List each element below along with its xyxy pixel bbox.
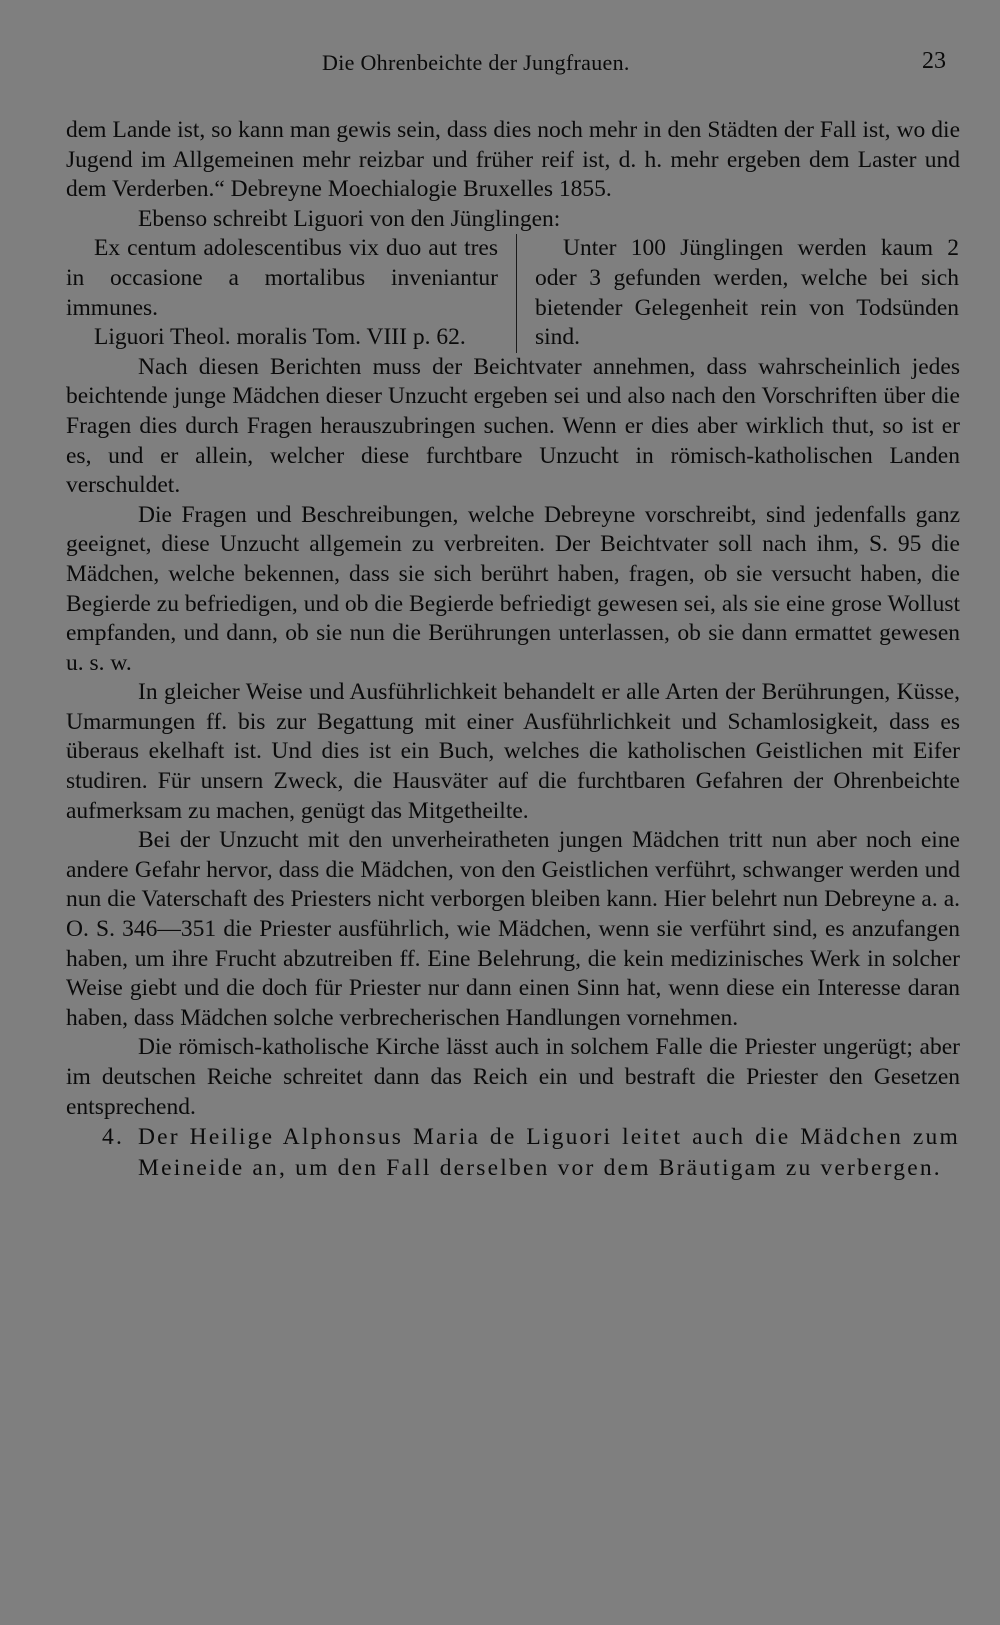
paragraph-kirche: Die römisch-katholische Kirche lässt auch in solchem Falle die Priester ungerügt; aber im deutschen Reiche schreitet dann das Reich ein und bestraft die Priester den Gesetzen entsprechend. [66, 1034, 960, 1120]
item-text: Der Heilige Alphonsus Maria de Liguori leitet auch die Mädchen zum Meineide an, um den Fall derselben vor dem Bräutigam zu verbergen. [138, 1124, 960, 1182]
parallel-quote [66, 234, 960, 352]
latin-reference: Liguori Theol. moralis Tom. VIII p. 62. [94, 324, 466, 351]
latin-quote: Ex centum adolescentibus vix duo aut tres in occasione a mortalibus inveniantur immunes. [66, 235, 498, 321]
running-head [0, 50, 1000, 82]
paragraph-continued: dem Lande ist, so kann man gewis sein, dass dies noch mehr in den Städten der Fall ist, wo die Jugend im Allgemeinen mehr reizbar und früher reif ist, d. h. mehr ergeben dem Laster und dem Verderben.“ Debreyne Moechialogie Bruxelles 1855. [66, 117, 960, 203]
latin-column [66, 234, 517, 352]
paragraph-fragen: Die Fragen und Beschreibungen, welche Debreyne vorschreibt, sind jedenfalls ganz geeignet, diese Unzucht allgemein zu verbreiten. Der Beichtvater soll nach ihm, S. 95 die Mädchen, welche bekennen, dass sie sich berührt haben, fragen, ob sie versucht haben, die Begierde zu befriedigen, und ob die Begierde befriedigt gewesen sei, als sie eine grose Wollust empfanden, und dann, ob sie nun die Berührungen unterlassen, ob sie dann ermattet gewesen u. s. w. [66, 501, 960, 676]
german-column [517, 234, 959, 352]
paragraph-berichten: Nach diesen Berichten muss der Beichtvater annehmen, dass wahrscheinlich jedes beichtende junge Mädchen dieser Unzucht ergeben sei und also nach den Vorschriften über die Fragen dies durch Fragen herauszubringen suchen. Wenn er dies aber wirklich thut, so ist er es, und er allein, welcher diese furchtbare Unzucht in römisch-katholischen Landen verschuldet. [66, 353, 960, 499]
paragraph-liguori-intro: Ebenso schreibt Liguori von den Jünglingen: [138, 205, 561, 232]
paragraph-unzucht: Bei der Unzucht mit den unverheiratheten jungen Mädchen tritt nun aber noch eine andere Gefahr hervor, dass die Mädchen, von den Geistlichen verführt, schwanger werden und nun die Vaterschaft des Priesters nicht verborgen bleiben kann. Hier belehrt nun Debreyne a. a. O. S. 346—351 die Priester ausführlich, wie Mädchen, wenn sie verführt sind, es anzufangen haben, um ihre Frucht abzutreiben ff. Eine Belehrung, die kein medizinisches Werk in solcher Weise giebt und die doch für Priester nur dann einen Sinn hat, wenn diese ein Interesse daran haben, dass Mädchen solche verbrecherischen Handlungen vornehmen. [66, 827, 960, 1031]
german-translation: Unter 100 Jünglingen werden kaum 2 oder 3 gefunden werden, welche bei sich bietender Gelegenheit rein von Todsünden sind. [535, 235, 959, 351]
body-text [66, 116, 960, 1184]
item-number: 4. [102, 1124, 125, 1151]
page-number: 23 [922, 48, 946, 74]
running-title: Die Ohrenbeichte der Jungfrauen. [322, 50, 630, 75]
paragraph-gleicher-weise: In gleicher Weise und Ausführlichkeit behandelt er alle Arten der Berührungen, Küsse, Umarmungen ff. bis zur Begattung mit einer Ausführlichkeit und Schamlosigkeit, dass es überaus ekelhaft ist. Und dies ist ein Buch, welches die katholischen Geistlichen mit Eifer studiren. Für unsern Zweck, die Hausväter auf die furchtbaren Gefahren der Ohrenbeichte aufmerksam zu machen, genügt das Mitgetheilte. [66, 679, 960, 824]
numbered-item [66, 1122, 960, 1184]
